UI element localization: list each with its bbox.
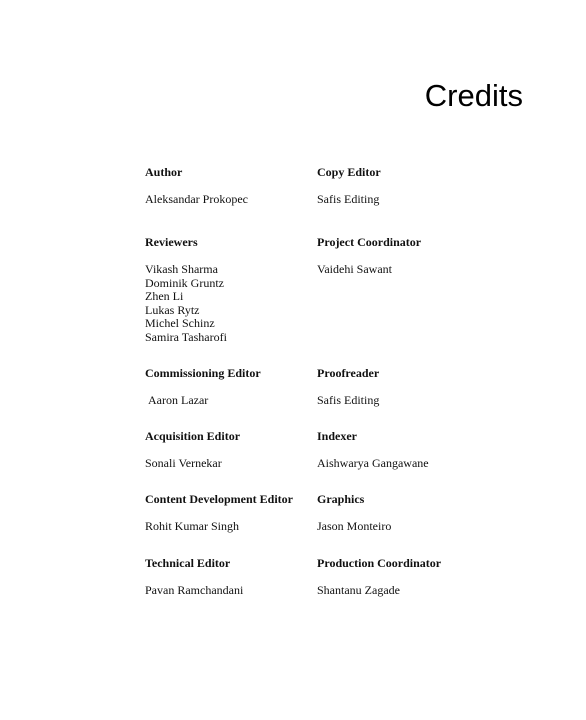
credit-row [145, 429, 485, 492]
credit-role: Proofreader [317, 366, 380, 380]
credit-name: Rohit Kumar Singh [145, 519, 240, 533]
credit-name: Sonali Vernekar [145, 456, 222, 470]
credit-role: Acquisition Editor [145, 429, 241, 443]
credit-role: Indexer [317, 429, 357, 443]
credit-entry-content-development-editor [145, 492, 317, 556]
credit-role: Copy Editor [317, 165, 381, 179]
credit-entry-commissioning-editor [145, 366, 317, 429]
credit-entry-project-coordinator [317, 235, 485, 366]
credit-role: Graphics [317, 492, 365, 506]
credit-names [145, 584, 317, 598]
credit-names [317, 520, 485, 534]
credit-names [317, 394, 485, 408]
credit-entry-proofreader [317, 366, 485, 429]
credit-name: Zhen Li [145, 289, 184, 303]
credit-entry-graphics [317, 492, 485, 556]
credit-names [145, 520, 317, 534]
credit-row [145, 556, 485, 616]
credit-name: Aleksandar Prokopec [145, 192, 248, 206]
credit-names [145, 263, 317, 344]
credit-names [317, 193, 485, 207]
credit-names [317, 584, 485, 598]
credit-names [317, 457, 485, 471]
credit-row [145, 492, 485, 556]
credit-role: Commissioning Editor [145, 366, 261, 380]
credit-row [145, 165, 485, 235]
credit-entry-author [145, 165, 317, 235]
page-title: Credits [424, 78, 523, 113]
credit-role: Author [145, 165, 183, 179]
credit-role: Content Development Editor [145, 492, 293, 506]
credit-role: Production Coordinator [317, 556, 442, 570]
credit-entry-reviewers [145, 235, 317, 366]
credit-entry-indexer [317, 429, 485, 492]
credit-name: Aishwarya Gangawane [317, 456, 429, 470]
credit-role: Reviewers [145, 235, 198, 249]
credit-role: Technical Editor [145, 556, 231, 570]
credit-name: Pavan Ramchandani [145, 583, 244, 597]
credit-names [145, 394, 317, 408]
credit-names [145, 457, 317, 471]
credit-name: Michel Schinz [145, 316, 215, 330]
credit-names [317, 263, 485, 277]
credit-name: Jason Monteiro [317, 519, 392, 533]
credit-name: Aaron Lazar [148, 393, 209, 407]
credit-name: Vaidehi Sawant [317, 262, 392, 276]
credit-row [145, 235, 485, 366]
credit-row [145, 366, 485, 429]
credit-name: Safis Editing [317, 192, 380, 206]
credit-name: Samira Tasharofi [145, 329, 227, 344]
credit-entry-production-coordinator [317, 556, 485, 616]
credit-name: Safis Editing [317, 393, 380, 407]
credit-role: Project Coordinator [317, 235, 422, 249]
credit-name: Dominik Gruntz [145, 275, 224, 290]
credit-entry-acquisition-editor [145, 429, 317, 492]
credits-grid [145, 165, 485, 616]
credit-name: Vikash Sharma [145, 262, 218, 276]
credit-entry-technical-editor [145, 556, 317, 616]
credit-name: Lukas Rytz [145, 302, 200, 317]
credit-entry-copy-editor [317, 165, 485, 235]
credit-names [145, 193, 317, 207]
credit-name: Shantanu Zagade [317, 583, 400, 597]
